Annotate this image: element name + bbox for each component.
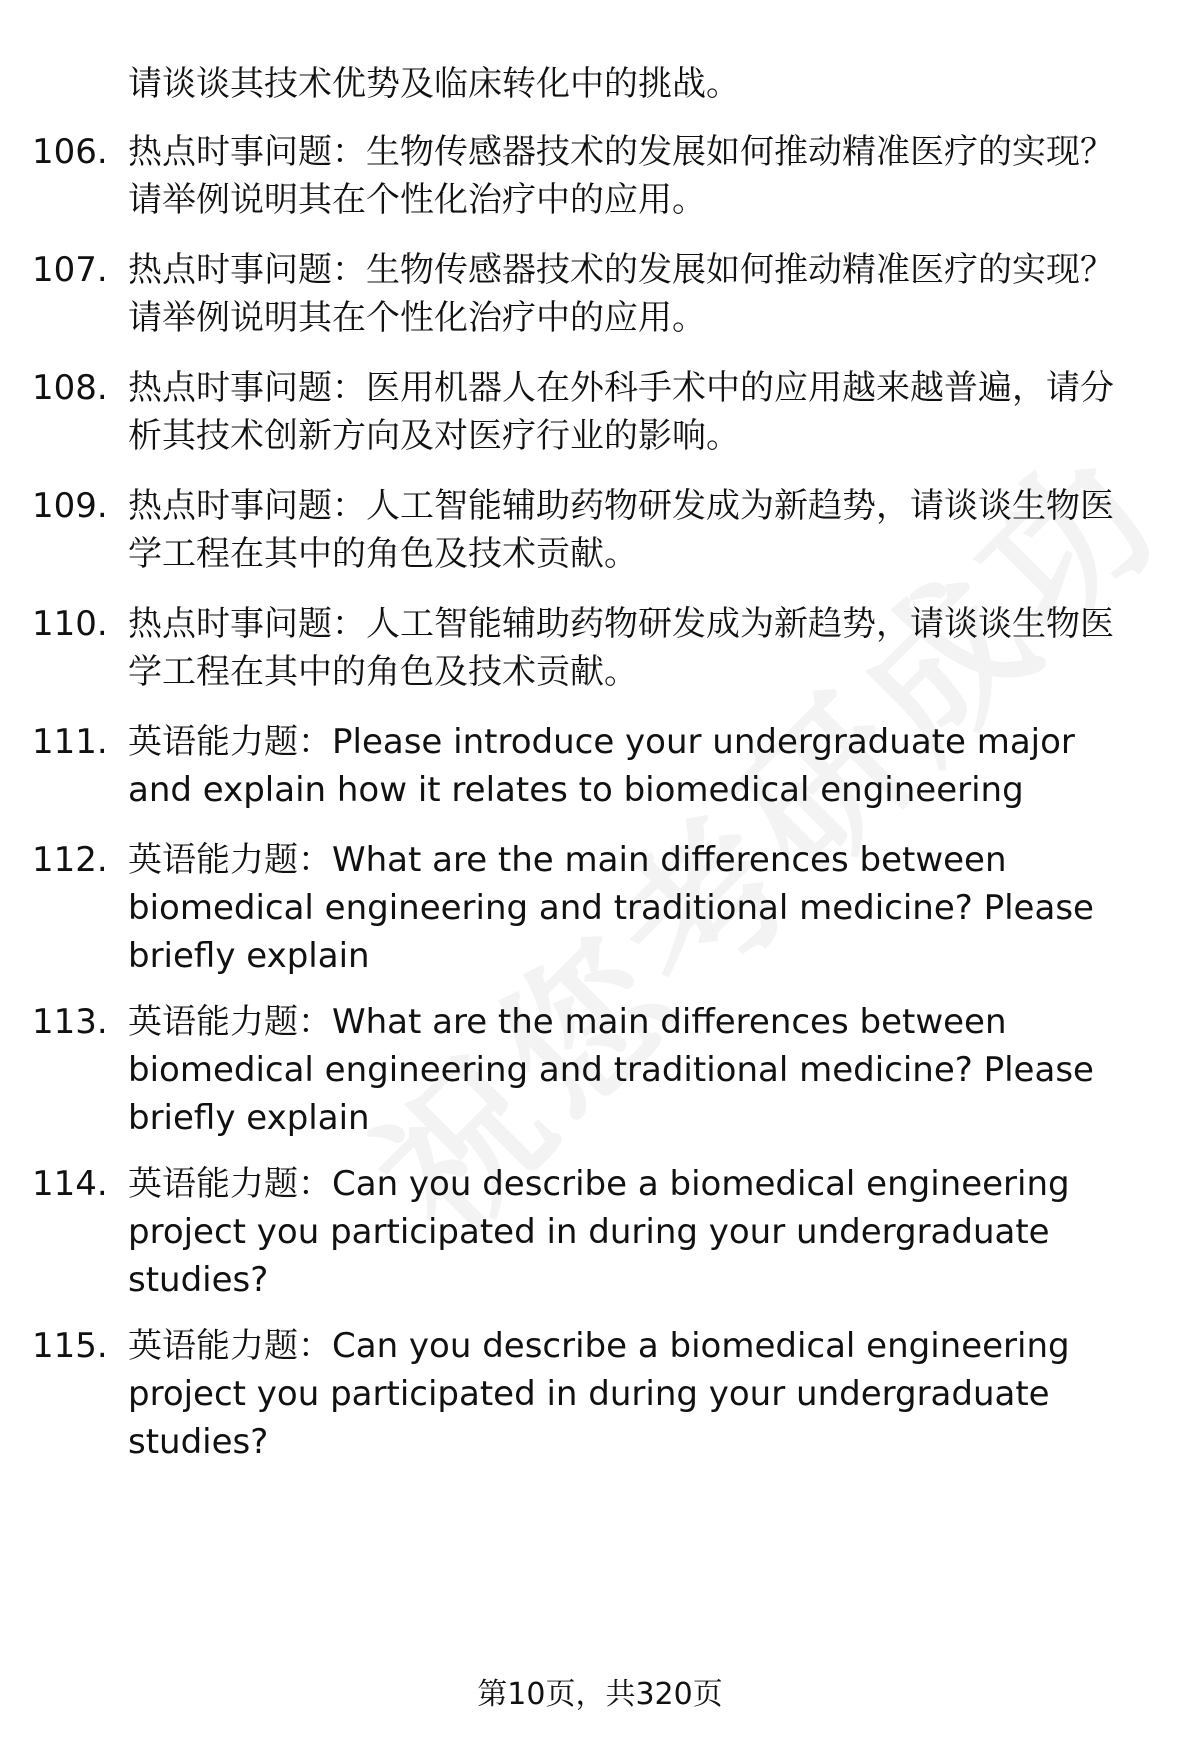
item-number: 109. (32, 486, 108, 526)
item-text: 热点时事问题：生物传感器技术的发展如何推动精准医疗的实现？请举例说明其在个性化治疗中的应用。 (128, 250, 1114, 338)
item-text: 热点时事问题：人工智能辅助药物研发成为新趋势，请谈谈生物医学工程在其中的角色及技术贡献。 (128, 604, 1114, 692)
item-text: 热点时事问题：人工智能辅助药物研发成为新趋势，请谈谈生物医学工程在其中的角色及技术贡献。 (128, 486, 1114, 574)
item-number: 115. (32, 1326, 108, 1366)
item-text: 英语能力题：Can you describe a biomedical engineering project you participated in during your undergraduate studies? (128, 1164, 1070, 1300)
item-number: 107. (32, 250, 108, 290)
item-number: 110. (32, 604, 108, 644)
item-text: 热点时事问题：医用机器人在外科手术中的应用越来越普遍，请分析其技术创新方向及对医疗行业的影响。 (128, 368, 1114, 456)
item-text: 英语能力题：Please introduce your undergraduate major and explain how it relates to biomedical engineering (128, 722, 1075, 810)
item-number: 108. (32, 368, 108, 408)
item-number: 111. (32, 722, 108, 762)
item-text: 英语能力题：What are the main differences between biomedical engineering and traditional medicine? Please briefly explain (128, 1002, 1094, 1138)
item-text: 英语能力题：What are the main differences between biomedical engineering and traditional medicine? Please briefly explain (128, 840, 1094, 976)
item-number: 106. (32, 132, 108, 172)
page-footer: 第10页，共320页 (477, 1677, 723, 1712)
item-text: 英语能力题：Can you describe a biomedical engineering project you participated in during your undergraduate studies? (128, 1326, 1070, 1462)
item-number: 112. (32, 840, 108, 880)
item-text: 热点时事问题：生物传感器技术的发展如何推动精准医疗的实现？请举例说明其在个性化治疗中的应用。 (128, 132, 1114, 220)
item-number: 114. (32, 1164, 108, 1204)
continued-text: 请谈谈其技术优势及临床转化中的挑战。 (128, 64, 740, 104)
item-number: 113. (32, 1002, 108, 1042)
